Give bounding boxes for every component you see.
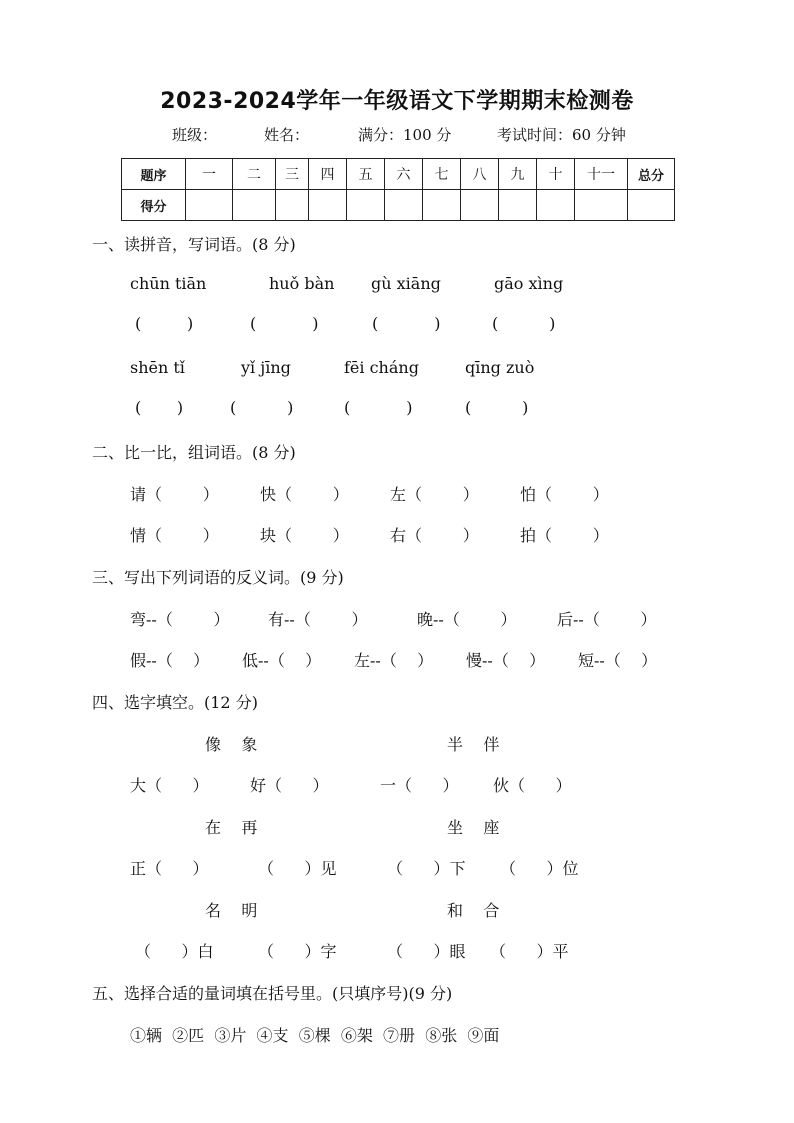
char-choices: 名 明 [205, 901, 258, 920]
word-item[interactable]: 快（ ） [260, 485, 349, 504]
pinyin: chūn tiān [130, 274, 207, 293]
fill-item[interactable]: （ ）字 [258, 942, 337, 961]
column-header: 十一 [575, 159, 628, 190]
char-choices: 半 伴 [447, 735, 500, 754]
score-cell[interactable] [233, 190, 276, 221]
measure-word-options: ①辆 ②匹 ③片 ④支 ⑤棵 ⑥架 ⑦册 ⑧张 ⑨面 [130, 1026, 500, 1045]
score-cell[interactable] [309, 190, 347, 221]
char-choices: 坐 座 [447, 818, 500, 837]
word-item[interactable]: 怕（ ） [520, 485, 609, 504]
answer-blank[interactable]: ( ) [465, 398, 529, 417]
fill-item[interactable]: 好（ ） [250, 776, 329, 795]
fill-item[interactable]: 正（ ） [130, 859, 209, 878]
answer-blank[interactable]: ( ) [230, 398, 294, 417]
antonym-item[interactable]: 晚--（ ） [417, 610, 517, 629]
total-score-cell[interactable] [628, 190, 675, 221]
score-cell[interactable] [186, 190, 233, 221]
word-item[interactable]: 右（ ） [390, 526, 479, 545]
page-title: 2023-2024学年一年级语文下学期期末检测卷 [160, 89, 634, 114]
antonym-item[interactable]: 低--（ ） [242, 651, 322, 670]
column-header: 七 [423, 159, 461, 190]
word-item[interactable]: 情（ ） [130, 526, 219, 545]
answer-blank[interactable]: ( ) [492, 314, 556, 333]
pinyin: gāo xìng [494, 274, 564, 293]
fill-item[interactable]: （ ）位 [500, 859, 579, 878]
word-item[interactable]: 块（ ） [260, 526, 349, 545]
q4-title: 四、选字填空。(12 分) [92, 693, 258, 712]
pinyin: yǐ jīng [241, 358, 291, 377]
column-header: 二 [233, 159, 276, 190]
q3-title: 三、写出下列词语的反义词。(9 分) [92, 568, 344, 587]
column-header: 五 [347, 159, 385, 190]
score-cell[interactable] [575, 190, 628, 221]
fill-item[interactable]: （ ）平 [490, 942, 569, 961]
fill-item[interactable]: （ ）白 [135, 942, 214, 961]
answer-blank[interactable]: ( ) [135, 314, 194, 333]
answer-blank[interactable]: ( ) [372, 314, 441, 333]
antonym-item[interactable]: 后--（ ） [557, 610, 657, 629]
antonym-item[interactable]: 左--（ ） [354, 651, 434, 670]
fill-item[interactable]: 一（ ） [380, 776, 459, 795]
score-table [121, 158, 675, 221]
char-choices: 在 再 [205, 818, 258, 837]
class-label: 班级： [172, 126, 218, 144]
pinyin: fēi cháng [344, 358, 419, 377]
column-header: 六 [385, 159, 423, 190]
score-table-score-row [122, 190, 675, 221]
char-choices: 像 象 [205, 735, 258, 754]
word-item[interactable]: 请（ ） [130, 485, 219, 504]
column-header: 三 [276, 159, 309, 190]
column-header: 八 [461, 159, 499, 190]
score-cell[interactable] [347, 190, 385, 221]
answer-blank[interactable]: ( ) [344, 398, 413, 417]
antonym-item[interactable]: 短--（ ） [578, 651, 658, 670]
pinyin: huǒ bàn [269, 274, 335, 293]
full-score-label: 满分：100 分 [358, 126, 452, 144]
pinyin: gù xiāng [371, 274, 441, 293]
row-label: 题序 [122, 159, 186, 190]
score-cell[interactable] [276, 190, 309, 221]
column-header: 一 [186, 159, 233, 190]
column-header: 四 [309, 159, 347, 190]
score-table-header-row [122, 159, 675, 190]
fill-item[interactable]: 大（ ） [130, 776, 209, 795]
score-cell[interactable] [499, 190, 537, 221]
score-cell[interactable] [423, 190, 461, 221]
q2-title: 二、比一比，组词语。(8 分) [92, 443, 296, 462]
q5-title: 五、选择合适的量词填在括号里。(只填序号)(9 分) [92, 984, 453, 1003]
column-header: 九 [499, 159, 537, 190]
word-item[interactable]: 左（ ） [390, 485, 479, 504]
word-item[interactable]: 拍（ ） [520, 526, 609, 545]
answer-blank[interactable]: ( ) [135, 398, 184, 417]
score-cell[interactable] [537, 190, 575, 221]
column-header: 十 [537, 159, 575, 190]
exam-time-label: 考试时间：60 分钟 [497, 126, 626, 144]
answer-blank[interactable]: ( ) [250, 314, 319, 333]
antonym-item[interactable]: 假--（ ） [130, 651, 210, 670]
name-label: 姓名： [264, 126, 310, 144]
antonym-item[interactable]: 有--（ ） [268, 610, 368, 629]
fill-item[interactable]: 伙（ ） [493, 776, 572, 795]
q1-title: 一、读拼音，写词语。(8 分) [92, 235, 296, 254]
pinyin: qīng zuò [465, 358, 535, 377]
fill-item[interactable]: （ ）下 [387, 859, 466, 878]
antonym-item[interactable]: 弯--（ ） [130, 610, 230, 629]
row-label: 得分 [122, 190, 186, 221]
total-header: 总分 [628, 159, 675, 190]
pinyin: shēn tǐ [130, 358, 185, 377]
score-cell[interactable] [461, 190, 499, 221]
char-choices: 和 合 [447, 901, 500, 920]
score-cell[interactable] [385, 190, 423, 221]
fill-item[interactable]: （ ）眼 [387, 942, 466, 961]
fill-item[interactable]: （ ）见 [258, 859, 337, 878]
antonym-item[interactable]: 慢--（ ） [466, 651, 546, 670]
